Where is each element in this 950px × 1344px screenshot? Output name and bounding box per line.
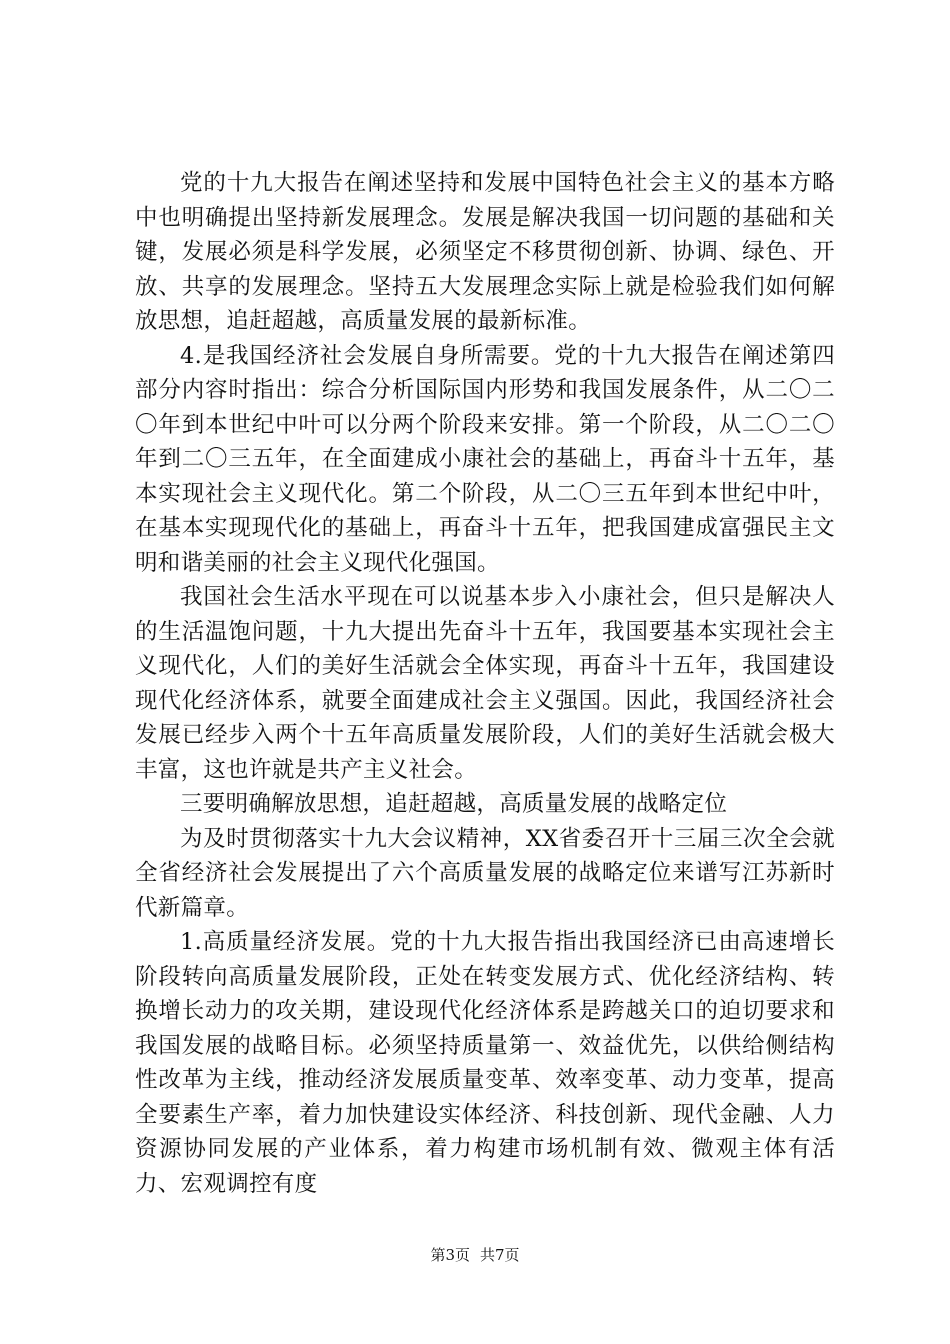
paragraph: 党的十九大报告在阐述坚持和发展中国特色社会主义的基本方略中也明确提出坚持新发展理念。发展是解决我国一切问题的基础和关键，发展必须是科学发展，必须坚定不移贯彻创新、协调、绿色、开放、共享的发展理念。坚持五大发展理念实际上就是检验我们如何解放思想，追赶超越，高质量发展的最新标准。 (135, 170, 835, 334)
section-heading: 三要明确解放思想，追赶超越，高质量发展的战略定位 (180, 791, 728, 817)
document-body (135, 166, 835, 1201)
page-number: 第3页 (430, 1246, 470, 1264)
page-footer (0, 1245, 950, 1265)
paragraph: 我国社会生活水平现在可以说基本步入小康社会，但只是解决人的生活温饱问题，十九大提出先奋斗十五年，我国要基本实现社会主义现代化，人们的美好生活就会全体实现，再奋斗十五年，我国建设现代化经济体系，就要全面建成社会主义强国。因此，我国经济社会发展已经步入两个十五年高质量发展阶段，人们的美好生活就会极大丰富，这也许就是共产主义社会。 (135, 584, 835, 783)
page-total: 共7页 (480, 1246, 520, 1264)
paragraph: 4.是我国经济社会发展自身所需要。党的十九大报告在阐述第四部分内容时指出：综合分析国际国内形势和我国发展条件，从二〇二〇年到本世纪中叶可以分两个阶段来安排。第一个阶段，从二〇二〇年到二〇三五年，在全面建成小康社会的基础上，再奋斗十五年，基本实现社会主义现代化。第二个阶段，从二〇三五年到本世纪中叶，在基本实现现代化的基础上，再奋斗十五年，把我国建成富强民主文明和谐美丽的社会主义现代化强国。 (135, 342, 835, 576)
paragraph: 为及时贯彻落实十九大会议精神，XX省委召开十三届三次全会就全省经济社会发展提出了六个高质量发展的战略定位来谱写江苏新时代新篇章。 (135, 825, 835, 921)
paragraph: 1.高质量经济发展。党的十九大报告指出我国经济已由高速增长阶段转向高质量发展阶段，正处在转变发展方式、优化经济结构、转换增长动力的攻关期，建设现代化经济体系是跨越关口的迫切要求和我国发展的战略目标。必须坚持质量第一、效益优先，以供给侧结构性改革为主线，推动经济发展质量变革、效率变革、动力变革，提高全要素生产率，着力加快建设实体经济、科技创新、现代金融、人力资源协同发展的产业体系，着力构建市场机制有效、微观主体有活力、宏观调控有度 (135, 929, 835, 1197)
